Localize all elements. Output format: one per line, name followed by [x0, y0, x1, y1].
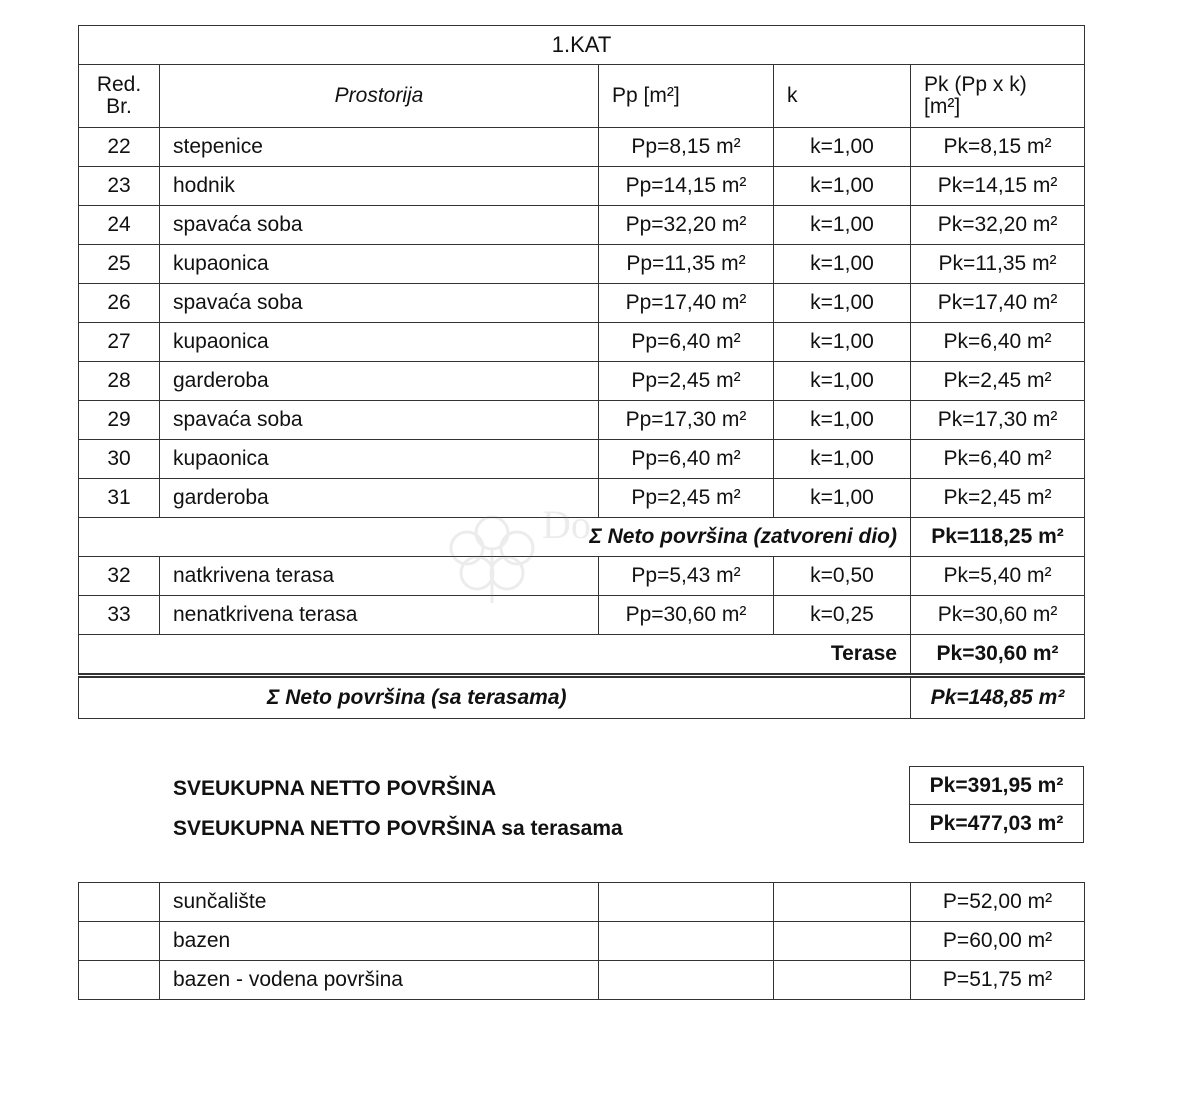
svg-text:Do: Do	[542, 502, 591, 547]
table-row	[79, 883, 1085, 922]
extra-value: P=51,75 m²	[911, 961, 1085, 1000]
header-row	[79, 65, 1085, 128]
room-pp: Pp=32,20 m²	[599, 206, 774, 245]
room-pk: Pk=6,40 m²	[911, 323, 1085, 362]
floor-area-table	[78, 25, 1085, 719]
row-number: 31	[79, 479, 160, 518]
header-pp: Pp [m²]	[599, 65, 774, 128]
table-row	[79, 479, 1085, 518]
room-pp: Pp=17,40 m²	[599, 284, 774, 323]
row-number: 33	[79, 596, 160, 635]
room-k: k=0,50	[774, 557, 911, 596]
table-row	[79, 440, 1085, 479]
room-pk: Pk=8,15 m²	[911, 128, 1085, 167]
grand-total-value: Pk=391,95 m²	[910, 767, 1084, 805]
room-name: spavaća soba	[160, 401, 599, 440]
empty-cell	[774, 883, 911, 922]
room-pp: Pp=2,45 m²	[599, 479, 774, 518]
subtotal-closed-label: Σ Neto površina (zatvoreni dio)	[79, 518, 911, 557]
table-row	[79, 596, 1085, 635]
header-red-br: Red. Br.	[79, 65, 160, 128]
room-pp: Pp=11,35 m²	[599, 245, 774, 284]
table-row	[79, 922, 1085, 961]
room-name: garderoba	[160, 479, 599, 518]
room-name: stepenice	[160, 128, 599, 167]
room-k: k=1,00	[774, 401, 911, 440]
subtotal-closed-value: Pk=118,25 m²	[911, 518, 1085, 557]
room-pk: Pk=30,60 m²	[911, 596, 1085, 635]
extra-value: P=52,00 m²	[911, 883, 1085, 922]
room-pp: Pp=17,30 m²	[599, 401, 774, 440]
grand-total-terraces-row	[910, 805, 1084, 843]
room-k: k=1,00	[774, 479, 911, 518]
extra-name: bazen - vodena površina	[160, 961, 599, 1000]
room-name: hodnik	[160, 167, 599, 206]
row-number: 23	[79, 167, 160, 206]
room-k: k=1,00	[774, 128, 911, 167]
room-pk: Pk=6,40 m²	[911, 440, 1085, 479]
room-name: kupaonica	[160, 440, 599, 479]
empty-cell	[79, 883, 160, 922]
header-k: k	[774, 65, 911, 128]
table-row	[79, 323, 1085, 362]
row-number: 24	[79, 206, 160, 245]
row-number: 26	[79, 284, 160, 323]
room-name: kupaonica	[160, 323, 599, 362]
room-name: nenatkrivena terasa	[160, 596, 599, 635]
table-row	[79, 961, 1085, 1000]
row-number: 27	[79, 323, 160, 362]
room-pp: Pp=8,15 m²	[599, 128, 774, 167]
total-with-terraces-label: Σ Neto površina (sa terasama)	[79, 676, 911, 719]
table-row	[79, 167, 1085, 206]
subtotal-terraces-label: Terase	[79, 635, 911, 676]
subtotal-closed-row	[79, 518, 1085, 557]
room-name: garderoba	[160, 362, 599, 401]
extras-table	[78, 882, 1085, 1000]
row-number: 32	[79, 557, 160, 596]
empty-cell	[79, 922, 160, 961]
row-number: 29	[79, 401, 160, 440]
row-number: 30	[79, 440, 160, 479]
table-row	[79, 128, 1085, 167]
empty-cell	[79, 961, 160, 1000]
room-pp: Pp=6,40 m²	[599, 440, 774, 479]
table-row	[79, 284, 1085, 323]
empty-cell	[774, 961, 911, 1000]
empty-cell	[774, 922, 911, 961]
room-pk: Pk=11,35 m²	[911, 245, 1085, 284]
room-pk: Pk=17,30 m²	[911, 401, 1085, 440]
row-number: 28	[79, 362, 160, 401]
room-pk: Pk=2,45 m²	[911, 479, 1085, 518]
header-prostorija: Prostorija	[160, 65, 599, 128]
room-k: k=1,00	[774, 206, 911, 245]
extra-name: bazen	[160, 922, 599, 961]
room-pp: Pp=6,40 m²	[599, 323, 774, 362]
grand-total-label: SVEUKUPNA NETTO POVRŠINA	[173, 777, 497, 800]
table-row	[79, 206, 1085, 245]
room-k: k=1,00	[774, 440, 911, 479]
table-row	[79, 557, 1085, 596]
total-with-terraces-value: Pk=148,85 m²	[911, 676, 1085, 719]
room-k: k=0,25	[774, 596, 911, 635]
room-name: kupaonica	[160, 245, 599, 284]
room-pp: Pp=30,60 m²	[599, 596, 774, 635]
grand-total-row	[910, 767, 1084, 805]
floor-title: 1.KAT	[79, 26, 1085, 65]
room-pp: Pp=2,45 m²	[599, 362, 774, 401]
room-pk: Pk=5,40 m²	[911, 557, 1085, 596]
room-k: k=1,00	[774, 362, 911, 401]
row-number: 25	[79, 245, 160, 284]
subtotal-terraces-row	[79, 635, 1085, 676]
empty-cell	[599, 961, 774, 1000]
room-k: k=1,00	[774, 245, 911, 284]
room-pp: Pp=14,15 m²	[599, 167, 774, 206]
room-name: natkrivena terasa	[160, 557, 599, 596]
room-pk: Pk=14,15 m²	[911, 167, 1085, 206]
room-k: k=1,00	[774, 167, 911, 206]
room-pp: Pp=5,43 m²	[599, 557, 774, 596]
grand-totals-table	[909, 766, 1084, 843]
room-k: k=1,00	[774, 323, 911, 362]
room-name: spavaća soba	[160, 206, 599, 245]
subtotal-terraces-value: Pk=30,60 m²	[911, 635, 1085, 676]
total-with-terraces-row	[79, 676, 1085, 719]
room-pk: Pk=2,45 m²	[911, 362, 1085, 401]
table-row	[79, 362, 1085, 401]
room-pk: Pk=17,40 m²	[911, 284, 1085, 323]
table-title-row	[79, 26, 1085, 65]
table-row	[79, 401, 1085, 440]
room-name: spavaća soba	[160, 284, 599, 323]
table-row	[79, 245, 1085, 284]
grand-total-terraces-value: Pk=477,03 m²	[910, 805, 1084, 843]
grand-total-terraces-label: SVEUKUPNA NETTO POVRŠINA sa terasama	[173, 817, 623, 840]
extra-value: P=60,00 m²	[911, 922, 1085, 961]
empty-cell	[599, 883, 774, 922]
empty-cell	[599, 922, 774, 961]
extra-name: sunčalište	[160, 883, 599, 922]
row-number: 22	[79, 128, 160, 167]
room-pk: Pk=32,20 m²	[911, 206, 1085, 245]
room-k: k=1,00	[774, 284, 911, 323]
header-pk: Pk (Pp x k) [m²]	[911, 65, 1085, 128]
